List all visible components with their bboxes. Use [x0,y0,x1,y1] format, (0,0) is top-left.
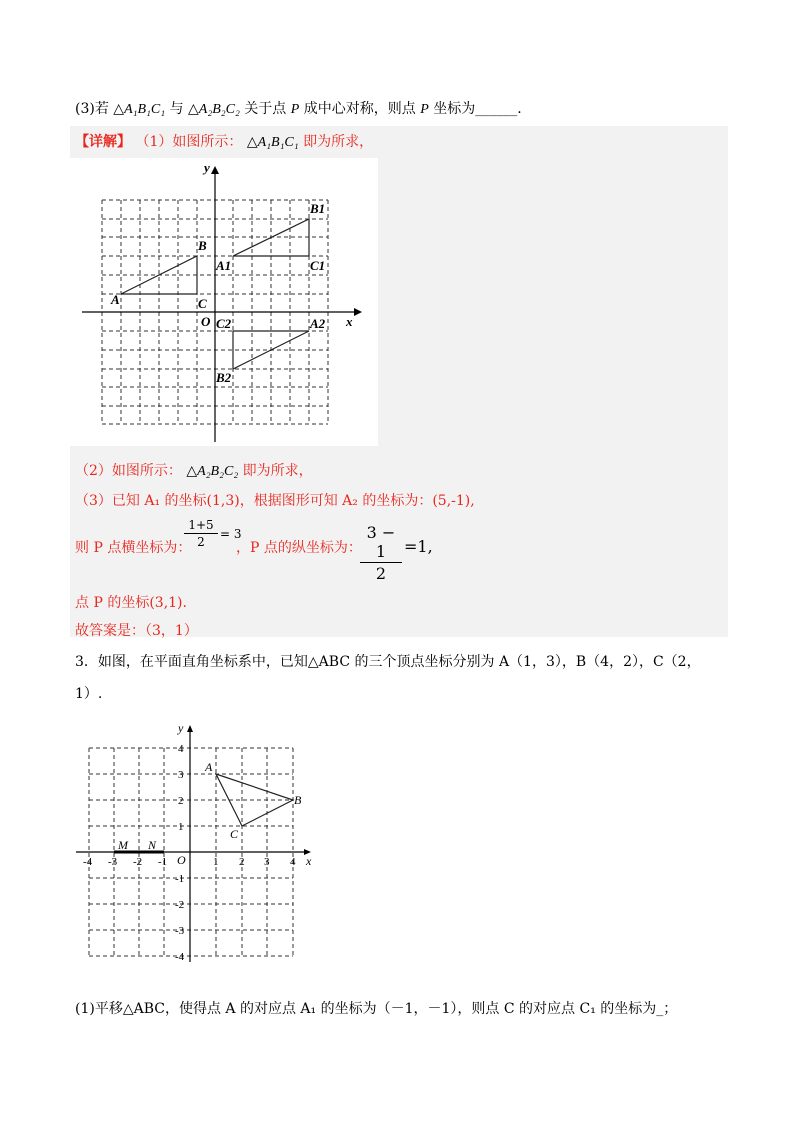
fraction-2-equals: =1, [404,537,433,556]
xtick: 3 [264,856,270,868]
label-c2: C2 [216,316,232,331]
label-n: N [148,838,157,852]
label-c: C [230,827,239,841]
label-b2: B2 [216,370,232,385]
text: (3)若 [75,101,109,117]
answer-line4-b: ，P 点的纵坐标为： [236,540,362,556]
label-c1: C1 [310,258,326,273]
fraction-2-numerator: 3 − 1 [366,523,396,561]
figure-1-svg [70,158,378,446]
label-a2: A2 [310,316,326,331]
label-y: y [178,721,184,735]
xtick: 4 [290,856,296,868]
fraction-1 [184,518,218,549]
xtick: -4 [83,856,93,868]
ytick: 4 [178,743,184,755]
fraction-1-numerator: 1+5 [188,518,214,532]
figure-2-svg [70,718,320,968]
label-b: B [198,238,207,253]
ytick: 3 [178,769,184,781]
triangle-a2b2c2: △A₂B₂C₂ [188,102,240,117]
label-a: A [111,292,120,307]
triangle-a2b2c2: △A₂B₂C₂ [186,464,239,479]
label-x: x [346,314,353,329]
fraction-bar [184,533,218,534]
text: （2）如图所示： [75,463,182,479]
xtick: -3 [108,856,118,868]
coordinate-figure-2 [70,718,320,972]
xtick: 1 [213,856,219,868]
text: 与 [169,101,184,117]
text: 即为所求， [242,463,313,479]
fraction-bar [360,562,402,563]
fraction-2 [360,523,402,583]
answer-heading: 【详解】 [75,134,131,150]
text: 关于点 [244,101,287,117]
xtick: 2 [239,856,245,868]
ytick: -3 [175,925,185,937]
label-y: y [204,160,210,175]
problem3-line1: 3．如图，在平面直角坐标系中，已知△ABC 的三个顶点坐标分别为 A（1，3），B（4，2），C（2， [75,654,701,670]
label-m: M [118,838,128,852]
y-arrow-icon [187,725,193,732]
fraction-2-denominator: 2 [375,564,387,583]
ytick: 1 [178,821,184,833]
fraction-1-equals: = 3 [220,527,242,541]
problem3-line2: 1）. [75,686,103,702]
text: （1）如图所示： [135,134,243,150]
label-o: O [201,314,211,329]
q3-part3-line [75,98,522,118]
answer-line4-a: 则 P 点横坐标为： [75,540,192,556]
point-p: P [420,102,429,117]
answer-line1 [75,131,373,151]
triangle-a1b1c1: △A₁B₁C₁ [113,102,166,117]
text: 即为所求， [303,134,374,150]
label-a1: A1 [216,258,232,273]
label-c: C [198,296,207,311]
label-o: O [177,853,186,867]
ytick: 2 [178,795,184,807]
triangle-a1b1c1: △A₁B₁C₁ [246,135,299,150]
answer-line5: 点 P 的坐标(3,1). [75,595,187,611]
text: 成中心对称，则点 [303,101,416,117]
label-b1: B1 [310,201,326,216]
text: 坐标为______. [433,101,522,117]
label-b: B [294,793,302,807]
ytick: -1 [175,873,185,885]
ytick: -2 [175,899,185,911]
x-arrow-icon [354,308,362,316]
xtick: -1 [158,856,168,868]
ytick: -4 [175,951,185,963]
point-p: P [290,102,300,117]
label-a: A [205,760,213,774]
xtick: -2 [133,856,143,868]
answer-line2 [75,460,313,480]
coordinate-figure-1 [70,158,378,446]
label-x: x [306,854,312,868]
part1-line: (1)平移△ABC，使得点 A 的对应点 A₁ 的坐标为（－1，－1），则点 C 的对应点 C₁ 的坐标为_； [75,1001,678,1017]
fraction-1-denominator: 2 [197,535,205,549]
answer-line6: 故答案是：（3，1） [75,623,198,639]
y-arrow-icon [211,166,219,174]
answer-line3: （3）已知 A₁ 的坐标(1,3)，根据图形可知 A₂ 的坐标为：(5,-1), [75,493,475,509]
